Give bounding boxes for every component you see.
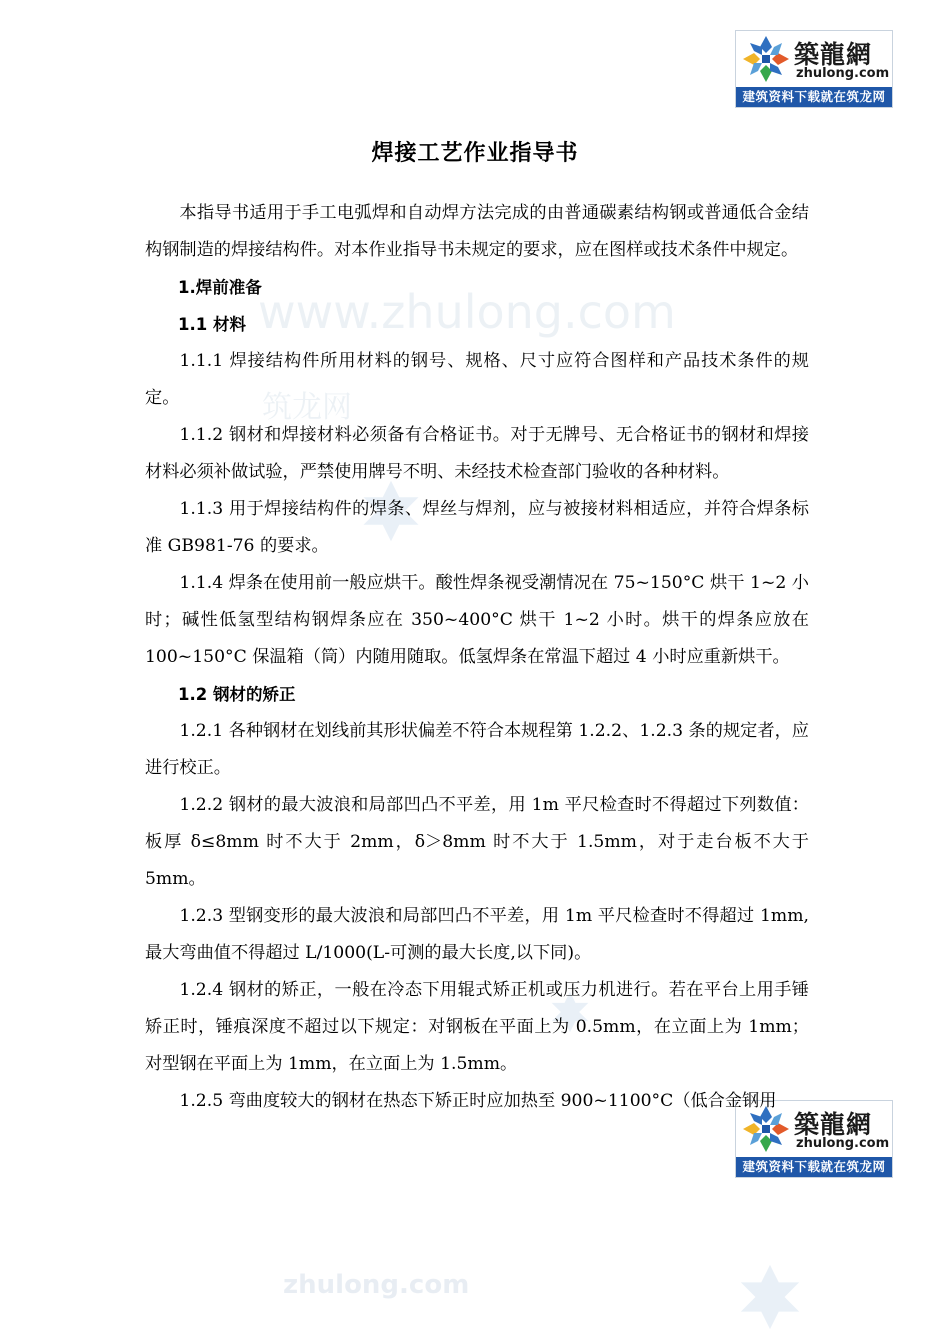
- zhulong-logo[interactable]: [735, 30, 893, 108]
- document-title: 焊接工艺作业指导书: [371, 141, 579, 166]
- body-paragraph: 1.2.3 型钢变形的最大波浪和局部凹凸不平差，用 1m 平尺检查时不得超过 1mm,最大弯曲值不得超过 L/1000(L-可测的最大长度,以下同)。: [145, 906, 809, 963]
- watermark-footer: zhulong.com: [283, 1270, 470, 1300]
- document-body: [145, 195, 809, 1120]
- body-paragraph: 1.1.1 焊接结构件所用材料的钢号、规格、尺寸应符合图样和产品技术条件的规定。: [145, 351, 809, 408]
- body-paragraph: 1.2.4 钢材的矫正，一般在冷态下用辊式矫正机或压力机进行。若在平台上用手锤矫正时，锤痕深度不超过以下规定：对钢板在平面上为 0.5mm，在立面上为 1mm；对型钢在平面上为 1mm，在立面上为 1.5mm。: [145, 980, 809, 1074]
- section-heading: 1.焊前准备: [178, 278, 262, 297]
- section-heading: 1.2 钢材的矫正: [178, 685, 296, 704]
- logo-chinese-name: 築龍網: [794, 40, 873, 69]
- logo-domain: zhulong.com: [796, 1136, 890, 1151]
- snowflake-watermark-icon: [735, 1262, 805, 1332]
- logo-domain: zhulong.com: [796, 66, 890, 81]
- logo-tagline: 建筑资料下载就在筑龙网: [736, 87, 892, 107]
- watermark-url: www.zhulong.com: [258, 285, 676, 339]
- body-paragraph: 1.2.2 钢材的最大波浪和局部凹凸不平差，用 1m 平尺检查时不得超过下列数值：板厚 δ≤8mm 时不大于 2mm，δ＞8mm 时不大于 1.5mm，对于走台板不大于 5mm。: [145, 795, 809, 889]
- watermark-cn: 筑龙网: [262, 390, 352, 425]
- logo-chinese-name: 築龍網: [794, 1110, 873, 1139]
- body-paragraph: 本指导书适用于手工电弧焊和自动焊方法完成的由普通碳素结构钢或普通低合金结构钢制造的焊接结构件。对本作业指导书未规定的要求，应在图样或技术条件中规定。: [145, 203, 809, 260]
- logo-tagline: 建筑资料下载就在筑龙网: [736, 1157, 892, 1177]
- body-paragraph: 1.2.5 弯曲度较大的钢材在热态下矫正时应加热至 900~1100°C（低合金钢用: [179, 1091, 777, 1111]
- section-heading: 1.1 材料: [178, 315, 246, 334]
- body-paragraph: 1.1.4 焊条在使用前一般应烘干。酸性焊条视受潮情况在 75~150°C 烘干 1~2 小时；碱性低氢型结构钢焊条应在 350~400°C 烘干 1~2 小时。烘干的焊条应放在 100~150°C 保温箱（筒）内随用随取。低氢焊条在常温下超过 4 小时应重新烘干。: [145, 573, 809, 667]
- body-paragraph: 1.2.1 各种钢材在划线前其形状偏差不符合本规程第 1.2.2、1.2.3 条的规定者，应进行校正。: [145, 721, 809, 778]
- body-paragraph: 1.1.2 钢材和焊接材料必须备有合格证书。对于无牌号、无合格证书的钢材和焊接材料必须补做试验，严禁使用牌号不明、未经技术检查部门验收的各种材料。: [145, 425, 809, 482]
- body-paragraph: 1.1.3 用于焊接结构件的焊条、焊丝与焊剂，应与被接材料相适应，并符合焊条标准 GB981-76 的要求。: [145, 499, 809, 556]
- snowflake-logo-icon: [742, 35, 790, 83]
- logo-top: [736, 31, 892, 87]
